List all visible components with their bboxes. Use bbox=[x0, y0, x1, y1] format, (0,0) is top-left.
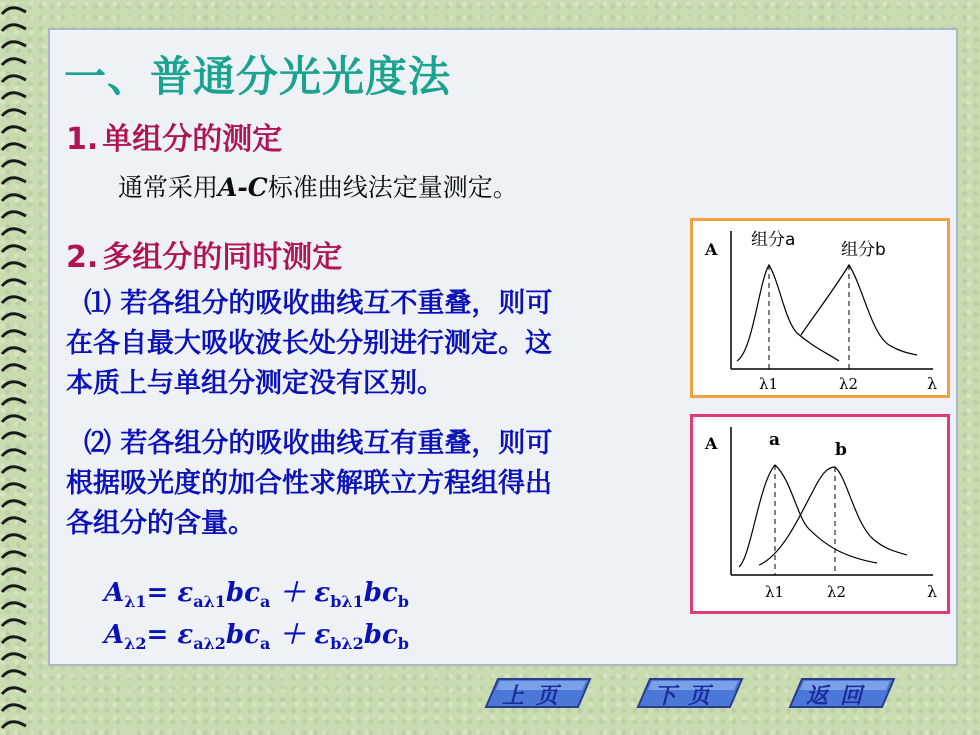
binding-ring bbox=[2, 246, 26, 252]
binding-ring bbox=[2, 586, 26, 592]
formula2-e1-sub: aλ2 bbox=[193, 634, 226, 654]
formula2-A: A bbox=[104, 620, 125, 650]
formula2-A-sub: λ2 bbox=[124, 634, 147, 654]
section1-text-after: 标准曲线法定量测定。 bbox=[267, 173, 518, 202]
figure1-lambda1-label: λ1 bbox=[759, 375, 779, 393]
binding-ring bbox=[2, 399, 26, 405]
binding-ring bbox=[2, 8, 26, 14]
binding-ring bbox=[2, 314, 26, 320]
formula1-e2-sub: bλ1 bbox=[330, 592, 364, 612]
binding-ring bbox=[2, 280, 26, 286]
prev-page-label: 上页 bbox=[501, 683, 570, 709]
figure2-y-label: A bbox=[705, 434, 718, 453]
binding-ring bbox=[2, 59, 26, 65]
binding-ring bbox=[2, 93, 26, 99]
figure2-peak-a-label: a bbox=[769, 430, 781, 450]
figure2-lambda1-label: λ1 bbox=[765, 583, 785, 601]
formula-2 bbox=[104, 614, 409, 653]
figure1-lambda2-label: λ2 bbox=[839, 375, 859, 393]
section2-paragraph2 bbox=[66, 424, 552, 544]
figure1-peak-b-label: 组分b bbox=[841, 240, 886, 260]
para2-line: 各组分的含量。 bbox=[66, 508, 255, 539]
formula1-c2-sub: b bbox=[397, 592, 409, 612]
binding-ring bbox=[2, 212, 26, 218]
binding-ring bbox=[2, 229, 26, 235]
binding-ring bbox=[2, 620, 26, 626]
figure2-x-label: λ bbox=[927, 582, 938, 601]
formula1-A: A bbox=[104, 578, 125, 608]
binding-ring bbox=[2, 705, 26, 711]
binding-ring bbox=[2, 637, 26, 643]
formula1-bc1: bc bbox=[225, 578, 260, 608]
binding-ring bbox=[2, 484, 26, 490]
figure1-y-label: A bbox=[705, 240, 718, 259]
binding-ring bbox=[2, 331, 26, 337]
formula2-bc2: bc bbox=[363, 620, 398, 650]
binding-ring bbox=[2, 569, 26, 575]
binding-ring bbox=[2, 25, 26, 31]
spiral-binding bbox=[0, 0, 30, 735]
binding-ring bbox=[2, 263, 26, 269]
binding-ring bbox=[2, 552, 26, 558]
figure1-curve-a bbox=[737, 265, 839, 361]
section2-heading-text: 多组分的同时测定 bbox=[102, 240, 343, 275]
section2-heading bbox=[66, 232, 342, 276]
figure2-curve-b bbox=[759, 467, 907, 565]
formula1-A-sub: λ1 bbox=[124, 592, 147, 612]
binding-ring bbox=[2, 416, 26, 422]
formula2-plus: ＋ ε bbox=[270, 620, 331, 650]
formula2-eq: = ε bbox=[146, 620, 194, 650]
section2-paragraph1 bbox=[66, 284, 552, 404]
back-button[interactable] bbox=[788, 676, 900, 710]
figure-overlapping bbox=[690, 414, 950, 614]
para1-line: ⑴ 若各组分的吸收曲线互不重叠，则可 bbox=[84, 288, 553, 319]
binding-ring bbox=[2, 603, 26, 609]
binding-ring bbox=[2, 76, 26, 82]
figure-non-overlapping bbox=[690, 218, 950, 398]
binding-ring bbox=[2, 433, 26, 439]
formula2-c1-sub: a bbox=[259, 634, 271, 654]
binding-ring bbox=[2, 144, 26, 150]
section1-heading-text: 单组分的测定 bbox=[102, 122, 283, 157]
formula2-c2-sub: b bbox=[397, 634, 409, 654]
binding-ring bbox=[2, 688, 26, 694]
binding-ring bbox=[2, 110, 26, 116]
section1-number: 1. bbox=[66, 122, 99, 157]
binding-ring bbox=[2, 535, 26, 541]
binding-ring bbox=[2, 195, 26, 201]
para2-line: ⑵ 若各组分的吸收曲线互有重叠，则可 bbox=[84, 428, 553, 459]
binding-ring bbox=[2, 671, 26, 677]
binding-ring bbox=[2, 161, 26, 167]
para1-line: 在各自最大吸收波长处分别进行测定。这 bbox=[66, 328, 552, 359]
figure1-peak-a-label: 组分a bbox=[751, 230, 796, 250]
formula1-eq: = ε bbox=[146, 578, 194, 608]
binding-ring bbox=[2, 450, 26, 456]
binding-ring bbox=[2, 348, 26, 354]
formula1-c1-sub: a bbox=[259, 592, 271, 612]
binding-ring bbox=[2, 654, 26, 660]
binding-ring bbox=[2, 467, 26, 473]
para2-line: 根据吸光度的加合性求解联立方程组得出 bbox=[66, 468, 552, 499]
formula2-e2-sub: bλ2 bbox=[330, 634, 364, 654]
binding-ring bbox=[2, 178, 26, 184]
figure1-curve-b bbox=[801, 265, 917, 355]
formula-1 bbox=[104, 572, 409, 611]
binding-ring bbox=[2, 382, 26, 388]
formula2-bc1: bc bbox=[225, 620, 260, 650]
figure2-plot bbox=[693, 417, 947, 611]
back-label: 返回 bbox=[805, 683, 874, 709]
binding-ring bbox=[2, 127, 26, 133]
prev-page-button[interactable] bbox=[484, 676, 596, 710]
section1-text-before: 通常采用 bbox=[118, 173, 219, 202]
page-title: 一、普通分光光度法 bbox=[64, 52, 452, 101]
binding-ring bbox=[2, 365, 26, 371]
binding-ring bbox=[2, 501, 26, 507]
section1-heading bbox=[66, 114, 282, 158]
binding-ring bbox=[2, 297, 26, 303]
figure2-curve-a bbox=[739, 465, 877, 567]
section1-text-var: A-C bbox=[218, 173, 268, 202]
next-page-label: 下页 bbox=[653, 683, 722, 709]
next-page-button[interactable] bbox=[636, 676, 748, 710]
formula1-e1-sub: aλ1 bbox=[193, 592, 226, 612]
figure2-peak-b-label: b bbox=[835, 440, 847, 460]
para1-line: 本质上与单组分测定没有区别。 bbox=[66, 368, 444, 399]
formula1-bc2: bc bbox=[363, 578, 398, 608]
formula1-plus: ＋ ε bbox=[270, 578, 331, 608]
figure1-x-label: λ bbox=[927, 374, 938, 393]
binding-ring bbox=[2, 518, 26, 524]
binding-ring bbox=[2, 722, 26, 728]
figure1-plot bbox=[693, 221, 947, 395]
figure2-lambda2-label: λ2 bbox=[827, 583, 847, 601]
binding-ring bbox=[2, 42, 26, 48]
section2-number: 2. bbox=[66, 240, 99, 275]
section1-text bbox=[118, 168, 518, 204]
